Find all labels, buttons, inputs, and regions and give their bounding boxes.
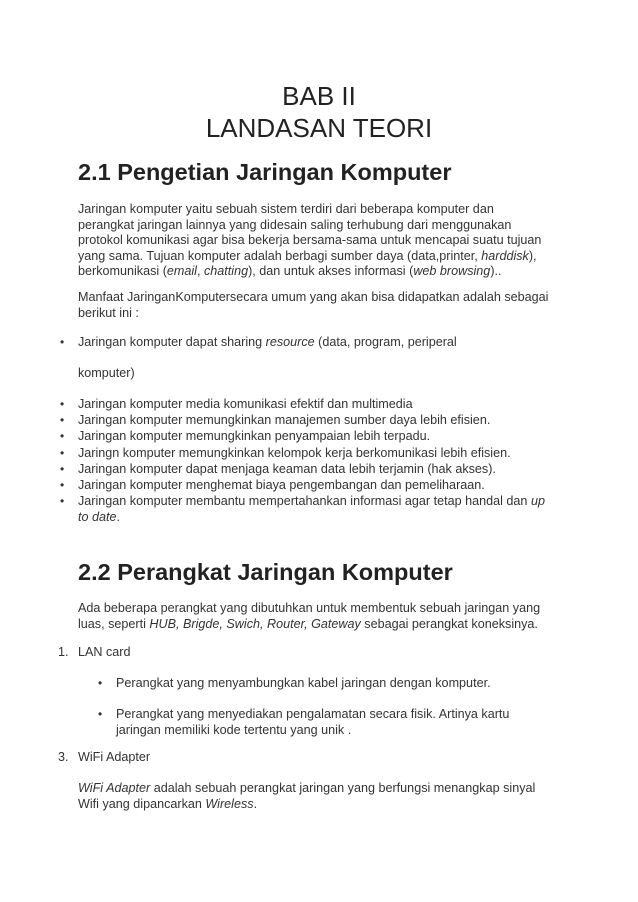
list-item-text: Jaringan komputer memungkinkan penyampaian lebih terpadu. bbox=[78, 429, 431, 444]
text-span: ).. bbox=[490, 264, 502, 279]
list-item-text: Jaringan komputer memungkinkan manajemen sumber daya lebih efisien. bbox=[78, 413, 491, 428]
section-2-1-benefits-intro bbox=[78, 290, 578, 321]
bullet-marker: • bbox=[60, 335, 65, 349]
list-item-text: Jaringan komputer media komunikasi efektif dan multimedia bbox=[78, 397, 413, 411]
list-number: 3. bbox=[58, 750, 69, 764]
numbered-item-wifi-adapter bbox=[0, 750, 638, 766]
text-span: Jaringan komputer dapat sharing bbox=[78, 335, 266, 349]
bullet-marker: • bbox=[60, 397, 65, 411]
list-item bbox=[0, 478, 638, 494]
section-heading-2-1: 2.1 Pengetian Jaringan Komputer bbox=[78, 159, 452, 185]
text-span: , bbox=[197, 264, 204, 279]
chapter-number: BAB II bbox=[282, 81, 356, 111]
text-span: berkomunikasi ( bbox=[78, 264, 167, 279]
text-span: sebagai perangkat koneksinya. bbox=[360, 616, 538, 631]
sub-list-item-text-cont: jaringan memiliki kode tertentu yang unik . bbox=[116, 722, 352, 737]
section-2-2-intro bbox=[78, 601, 578, 632]
list-item bbox=[0, 494, 638, 526]
chapter-title: LANDASAN TEORI bbox=[205, 113, 433, 143]
benefits-list bbox=[0, 397, 638, 497]
italic-term: harddisk bbox=[481, 248, 529, 263]
bullet-marker: • bbox=[60, 413, 65, 428]
list-item-title: WiFi Adapter bbox=[78, 750, 151, 764]
sub-list-item bbox=[0, 707, 638, 739]
bullet-marker: • bbox=[60, 461, 65, 476]
list-item-continuation: komputer) bbox=[78, 366, 135, 380]
paragraph-line: Manfaat JaringanKomputersecara umum yang akan bisa didapatkan adalah sebagai bbox=[78, 290, 549, 304]
paragraph-line: Ada beberapa perangkat yang dibutuhkan untuk membentuk sebuah jaringan yang bbox=[78, 601, 541, 615]
list-item bbox=[0, 462, 638, 478]
text-span: . bbox=[116, 509, 121, 524]
paragraph-line: perangkat jaringan lainnya yang didesain saling terhubung dari menggunakan bbox=[78, 217, 512, 232]
list-item bbox=[0, 397, 638, 413]
list-item bbox=[0, 335, 638, 351]
section-heading-2-2: 2.2 Perangkat Jaringan Komputer bbox=[78, 559, 453, 585]
italic-term: web browsing bbox=[413, 264, 491, 279]
list-item-text: Jaringan komputer dapat menjaga keaman data lebih terjamin (hak akses). bbox=[78, 461, 496, 476]
list-item-text: Jaringan komputer menghemat biaya pengembangan dan pemeliharaan. bbox=[78, 478, 485, 492]
text-span: luas, seperti bbox=[78, 616, 150, 631]
italic-term: resource bbox=[265, 335, 315, 349]
list-item bbox=[0, 413, 638, 429]
paragraph-line: protokol komunikasi agar bisa bekerja bersama-sama untuk mencapai suatu tujuan bbox=[78, 233, 542, 248]
bullet-marker: • bbox=[98, 676, 103, 690]
sub-list-item bbox=[0, 676, 638, 692]
italic-term: to date bbox=[78, 509, 117, 524]
text-span: adalah sebuah perangkat jaringan yang berfungsi menangkap sinyal bbox=[150, 781, 536, 795]
paragraph-line: berikut ini : bbox=[78, 305, 139, 320]
list-item-text bbox=[78, 335, 457, 351]
paragraph-line bbox=[78, 781, 578, 797]
list-item-text bbox=[78, 494, 545, 510]
paragraph-line: Jaringan komputer yaitu sebuah sistem terdiri dari beberapa komputer dan bbox=[78, 202, 494, 216]
sub-list-item-text: Perangkat yang menyambungkan kabel jaringan dengan komputer. bbox=[116, 676, 491, 690]
bullet-marker: • bbox=[98, 707, 103, 721]
paragraph-line bbox=[78, 249, 578, 265]
list-item-title: LAN card bbox=[78, 645, 131, 659]
section-2-1-paragraph bbox=[78, 202, 578, 280]
italic-term: chatting bbox=[204, 264, 249, 279]
paragraph-line bbox=[78, 617, 578, 633]
list-item bbox=[0, 446, 638, 462]
paragraph-line bbox=[78, 797, 578, 813]
list-item-text-cont bbox=[78, 510, 120, 526]
italic-term: Wireless bbox=[205, 796, 254, 811]
text-span: yang sama. Tujuan komputer adalah berbagi sumber daya (data,printer, bbox=[78, 248, 482, 263]
bullet-marker: • bbox=[60, 445, 65, 460]
numbered-item-lan-card bbox=[0, 645, 638, 661]
bullet-marker: • bbox=[60, 478, 65, 492]
text-span: ), bbox=[528, 248, 537, 263]
italic-term: up bbox=[530, 494, 545, 508]
italic-term: HUB, Brigde, Swich, Router, Gateway bbox=[149, 616, 361, 631]
list-item-text: Jaringn komputer memungkinkan kelompok kerja berkomunikasi lebih efisien. bbox=[78, 445, 511, 460]
list-number: 1. bbox=[58, 645, 69, 659]
italic-term: WiFi Adapter bbox=[78, 781, 151, 795]
paragraph-line bbox=[78, 264, 578, 280]
text-span: . bbox=[253, 796, 258, 811]
text-span: Wifi yang dipancarkan bbox=[78, 796, 206, 811]
wifi-adapter-description bbox=[78, 781, 578, 812]
bullet-marker: • bbox=[60, 494, 65, 508]
text-span: ), dan untuk akses informasi ( bbox=[248, 264, 414, 279]
text-span: (data, program, periperal bbox=[314, 335, 457, 349]
italic-term: email bbox=[166, 264, 197, 279]
list-item bbox=[0, 429, 638, 445]
bullet-marker: • bbox=[60, 429, 65, 444]
text-span: Jaringan komputer membantu mempertahankan informasi agar tetap handal dan bbox=[78, 494, 531, 508]
sub-list-item-text: Perangkat yang menyediakan pengalamatan secara fisik. Artinya kartu bbox=[116, 707, 510, 721]
